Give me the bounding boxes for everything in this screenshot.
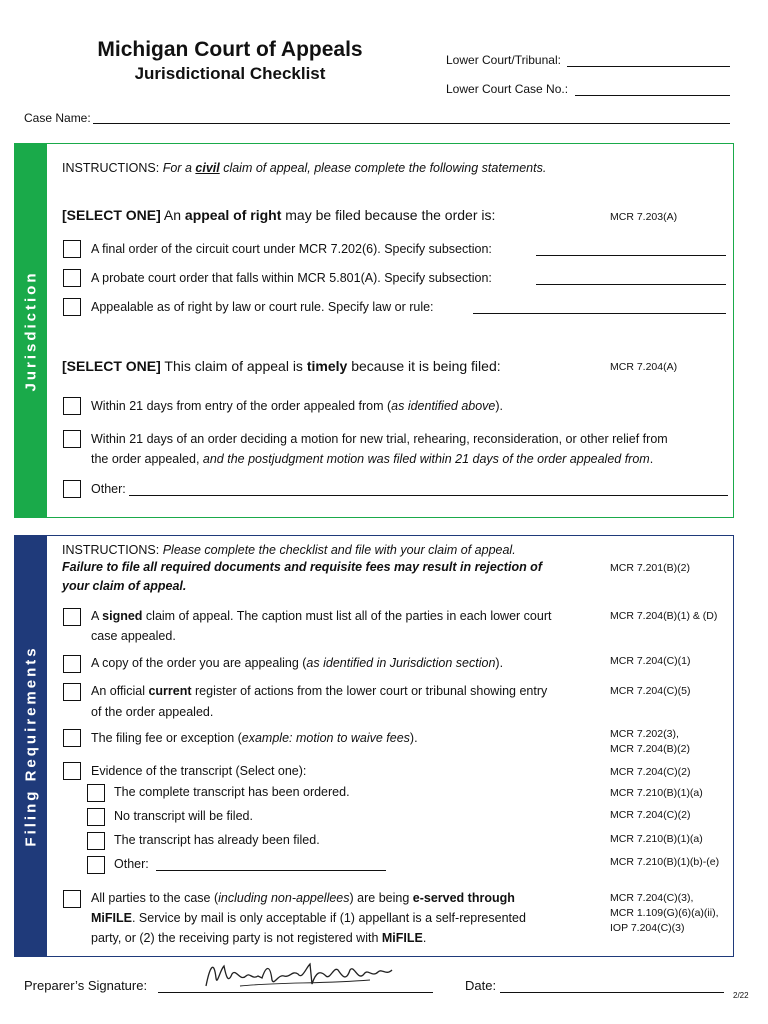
- item-eservice-checkbox[interactable]: [63, 890, 81, 908]
- q1-option-3-label: Appealable as of right by law or court rule. Specify law or rule:: [91, 300, 434, 314]
- filing-warning-ref: MCR 7.201(B)(2): [610, 562, 690, 574]
- item-order-copy-checkbox[interactable]: [63, 655, 81, 673]
- page-number: 2/22: [733, 991, 749, 1000]
- handwritten-signature: [200, 956, 400, 994]
- item-signed-claim-checkbox[interactable]: [63, 608, 81, 626]
- item-filing-fee-ref-2: MCR 7.204(B)(2): [610, 743, 690, 755]
- lower-case-row: [446, 82, 568, 96]
- q1-option-2-label: A probate court order that falls within MCR 5.801(A). Specify subsection:: [91, 271, 492, 285]
- item-eservice-ref-3: IOP 7.204(C)(3): [610, 922, 685, 934]
- jurisdiction-instructions: INSTRUCTIONS: For a civil claim of appeal, please complete the following statements.: [62, 161, 547, 175]
- filing-warning-line2: your claim of appeal.: [62, 579, 187, 593]
- signature-label: Preparer’s Signature:: [24, 978, 148, 993]
- q1-option-1-field[interactable]: [536, 255, 726, 256]
- item-signed-claim-ref: MCR 7.204(B)(1) & (D): [610, 610, 718, 622]
- item-filing-fee-ref-1: MCR 7.202(3),: [610, 728, 679, 740]
- jurisdiction-band: [15, 144, 47, 517]
- transcript-none-label: No transcript will be filed.: [114, 809, 253, 823]
- q1-option-3-checkbox[interactable]: [63, 298, 81, 316]
- q2-option-2-line1: Within 21 days of an order deciding a motion for new trial, rehearing, reconsideration, or other relief from: [91, 432, 668, 446]
- item-eservice-line3: party, or (2) the receiving party is not registered with MiFILE.: [91, 931, 427, 945]
- page-title: Michigan Court of Appeals: [97, 38, 363, 61]
- item-transcript-ref: MCR 7.204(C)(2): [610, 766, 691, 778]
- transcript-filed-label: The transcript has already been filed.: [114, 833, 320, 847]
- date-field[interactable]: [500, 992, 724, 993]
- transcript-ordered-checkbox[interactable]: [87, 784, 105, 802]
- q2-option-3-field[interactable]: [129, 495, 728, 496]
- item-transcript-checkbox[interactable]: [63, 762, 81, 780]
- q1-heading: [SELECT ONE] An appeal of right may be filed because the order is:: [62, 207, 496, 223]
- q2-option-2-checkbox[interactable]: [63, 430, 81, 448]
- item-register-checkbox[interactable]: [63, 683, 81, 701]
- transcript-none-checkbox[interactable]: [87, 808, 105, 826]
- case-name-field[interactable]: [93, 123, 730, 124]
- item-eservice-line1: All parties to the case (including non-appellees) are being e-served through: [91, 891, 515, 905]
- item-signed-claim-line2: case appealed.: [91, 629, 176, 643]
- item-eservice-line2: MiFILE. Service by mail is only acceptable if (1) appellant is a self-represented: [91, 911, 526, 925]
- q2-option-3-checkbox[interactable]: [63, 480, 81, 498]
- transcript-other-field[interactable]: [156, 870, 386, 871]
- transcript-other-checkbox[interactable]: [87, 856, 105, 874]
- q2-option-3-label: Other:: [91, 482, 126, 496]
- filing-warning-line1: Failure to file all required documents and requisite fees may result in rejection of: [62, 560, 542, 574]
- transcript-other-label: Other:: [114, 857, 149, 871]
- transcript-none-ref: MCR 7.204(C)(2): [610, 809, 691, 821]
- item-register-line2: of the order appealed.: [91, 705, 214, 719]
- lower-court-row: [446, 53, 561, 67]
- item-filing-fee-checkbox[interactable]: [63, 729, 81, 747]
- transcript-ordered-ref: MCR 7.210(B)(1)(a): [610, 787, 703, 799]
- item-order-copy-label: A copy of the order you are appealing (as identified in Jurisdiction section).: [91, 656, 504, 670]
- page-subtitle: Jurisdictional Checklist: [134, 64, 326, 83]
- item-eservice-ref-1: MCR 7.204(C)(3),: [610, 892, 694, 904]
- lower-case-field[interactable]: [575, 95, 730, 96]
- transcript-other-ref: MCR 7.210(B)(1)(b)-(e): [610, 856, 720, 868]
- filing-band-label: Filing Requirements: [22, 645, 40, 847]
- transcript-filed-checkbox[interactable]: [87, 832, 105, 850]
- q1-option-3-field[interactable]: [473, 313, 726, 314]
- q1-ref: MCR 7.203(A): [610, 211, 678, 223]
- item-order-copy-ref: MCR 7.204(C)(1): [610, 655, 691, 667]
- q1-option-1-label: A final order of the circuit court under MCR 7.202(6). Specify subsection:: [91, 242, 492, 256]
- lower-court-label: Lower Court/Tribunal:: [446, 53, 561, 67]
- item-register-ref: MCR 7.204(C)(5): [610, 685, 691, 697]
- item-register-line1: An official current register of actions from the lower court or tribunal showing entry: [91, 684, 548, 698]
- filing-instructions: INSTRUCTIONS: Please complete the checklist and file with your claim of appeal.: [62, 543, 516, 557]
- q2-option-1-checkbox[interactable]: [63, 397, 81, 415]
- case-name-label: Case Name:: [24, 111, 91, 125]
- q1-option-1-checkbox[interactable]: [63, 240, 81, 258]
- filing-band: [15, 536, 47, 956]
- jurisdiction-band-label: Jurisdiction: [22, 269, 40, 392]
- item-filing-fee-label: The filing fee or exception (example: motion to waive fees).: [91, 731, 418, 745]
- q1-option-2-checkbox[interactable]: [63, 269, 81, 287]
- q1-option-2-field[interactable]: [536, 284, 726, 285]
- lower-case-label: Lower Court Case No.:: [446, 82, 569, 96]
- transcript-ordered-label: The complete transcript has been ordered.: [114, 785, 350, 799]
- q2-heading: [SELECT ONE] This claim of appeal is timely because it is being filed:: [62, 358, 501, 374]
- item-eservice-ref-2: MCR 1.109(G)(6)(a)(ii),: [610, 907, 719, 919]
- jurisdiction-section: [14, 143, 734, 518]
- item-transcript-label: Evidence of the transcript (Select one):: [91, 764, 307, 778]
- transcript-filed-ref: MCR 7.210(B)(1)(a): [610, 833, 703, 845]
- date-label: Date:: [465, 978, 497, 993]
- filing-section: [14, 535, 734, 957]
- lower-court-field[interactable]: [567, 66, 730, 67]
- item-signed-claim-line1: A signed claim of appeal. The caption must list all of the parties in each lower court: [91, 609, 552, 623]
- q2-option-2-line2: the order appealed, and the postjudgment motion was filed within 21 days of the order appealed from.: [91, 452, 654, 466]
- q2-option-1-label: Within 21 days from entry of the order appealed from (as identified above).: [91, 399, 504, 413]
- q2-ref: MCR 7.204(A): [610, 361, 678, 373]
